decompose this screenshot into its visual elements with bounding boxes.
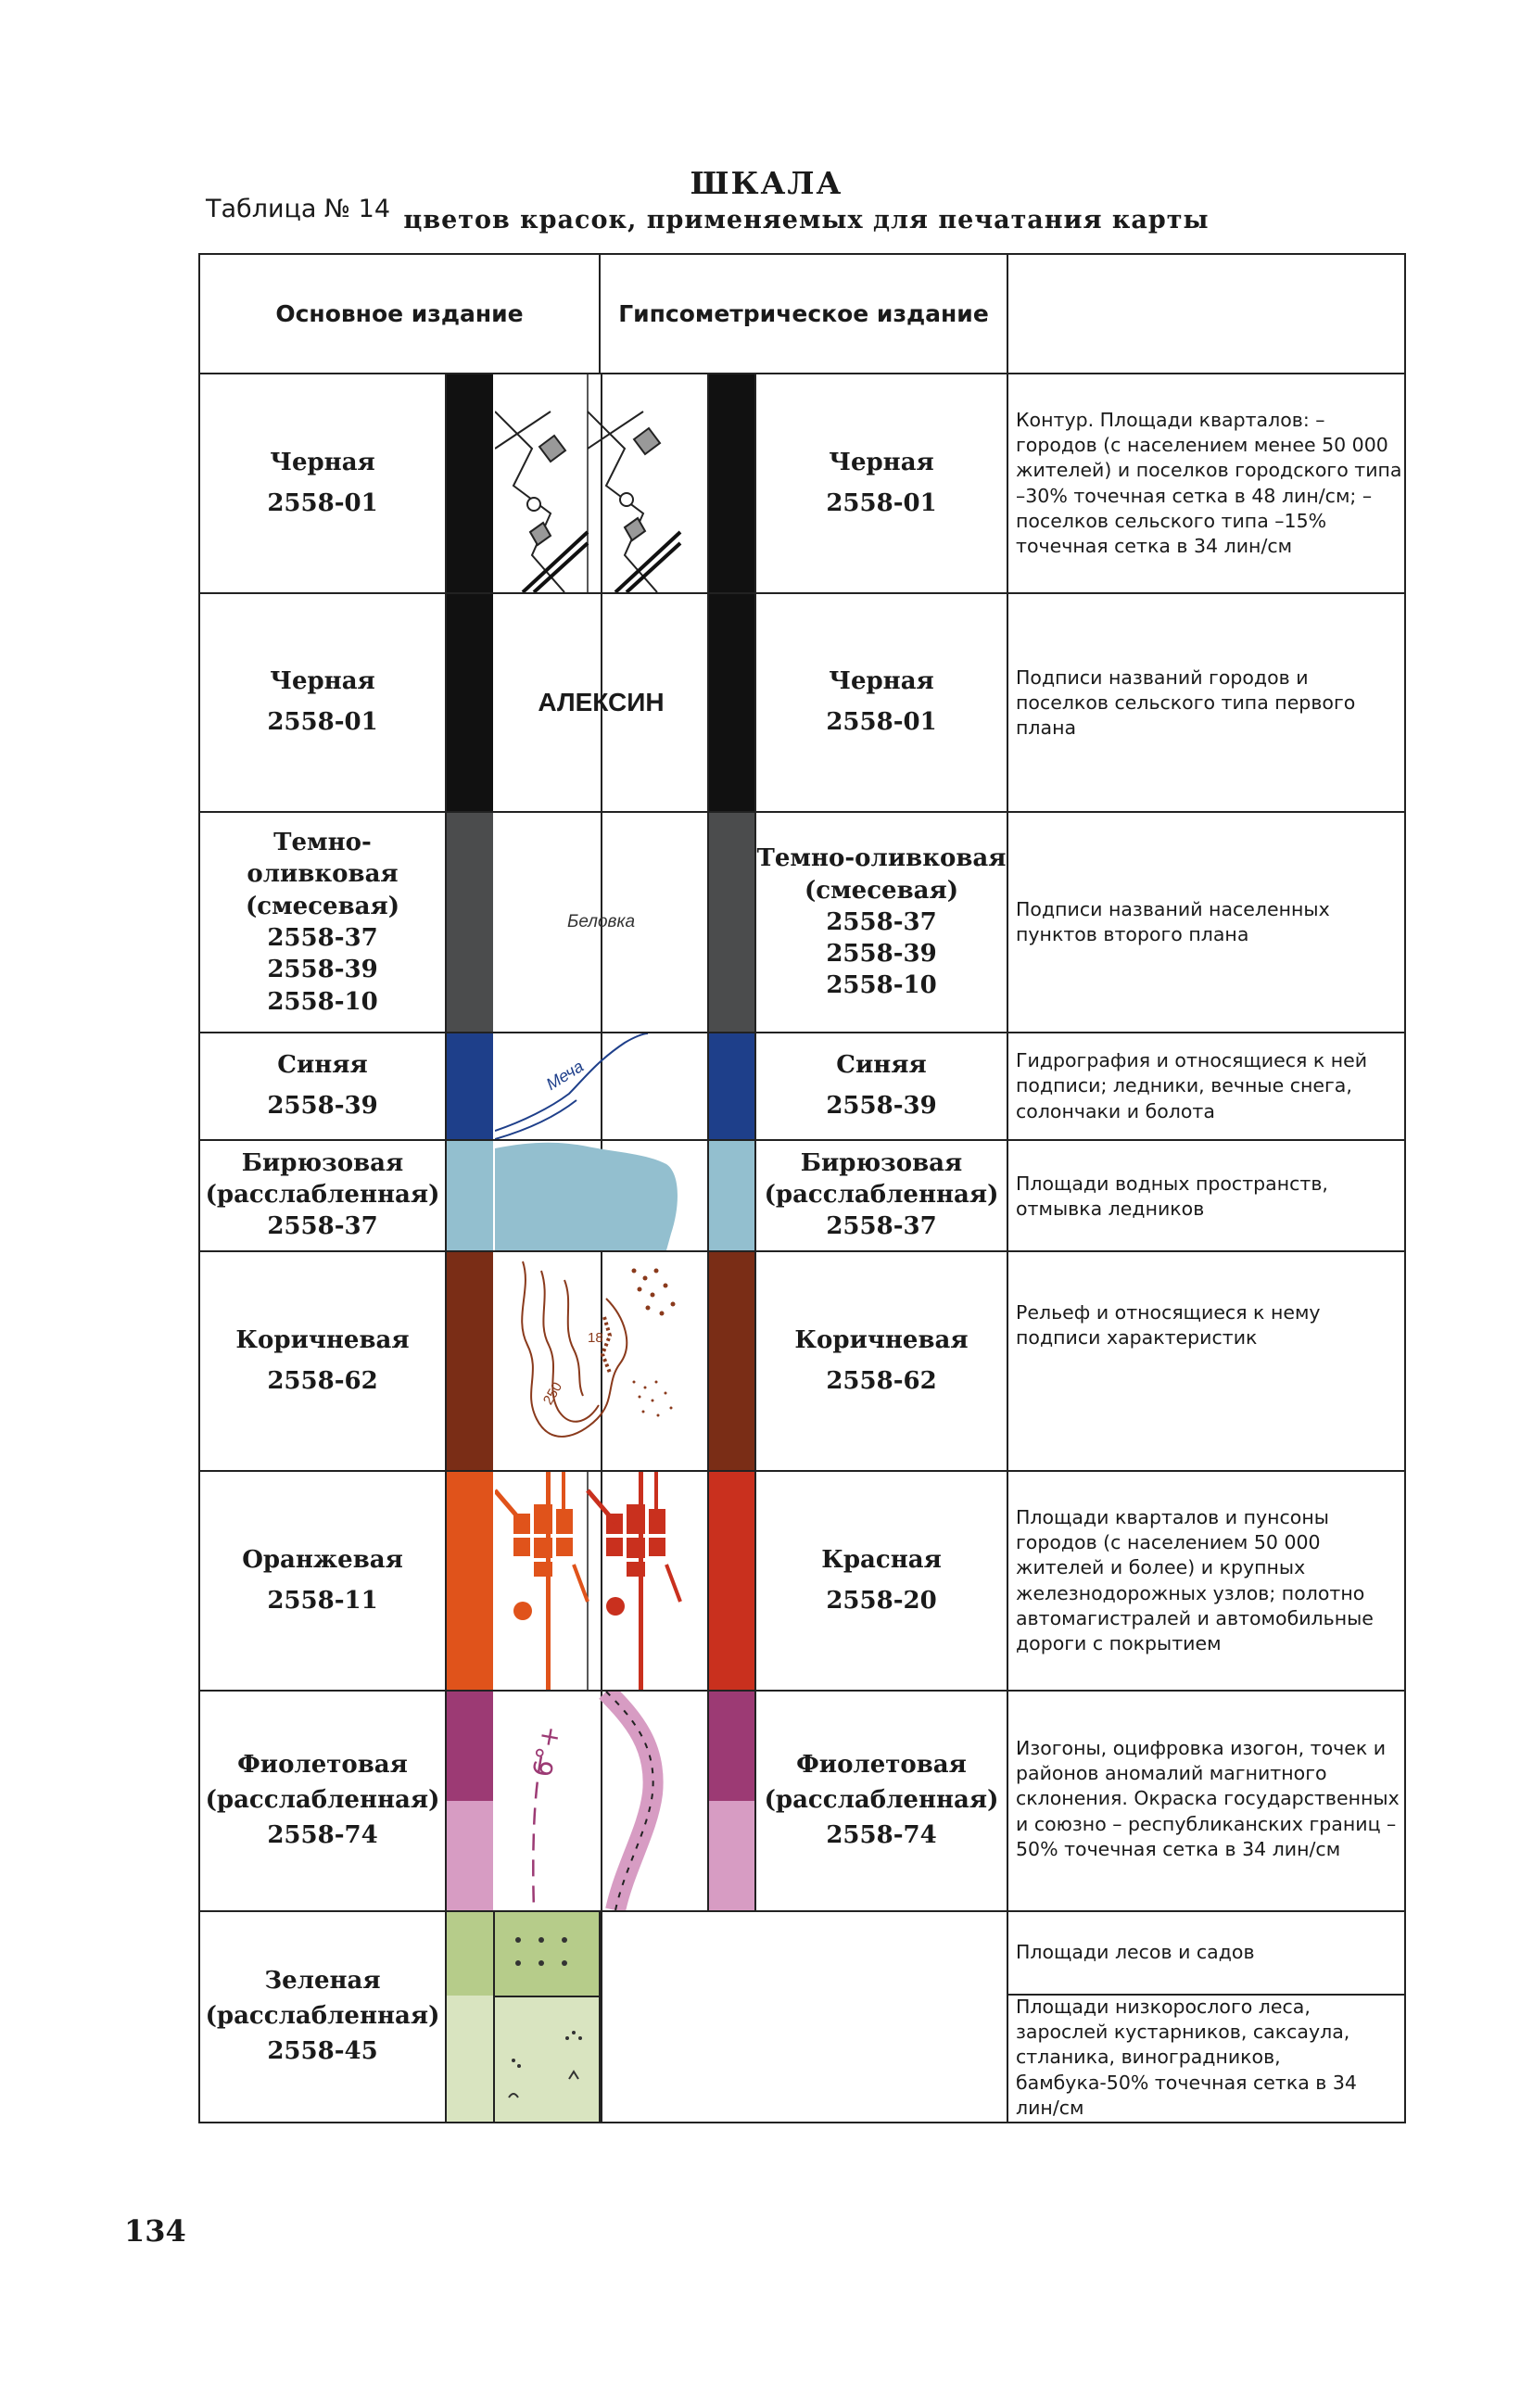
hypso-color-type: (расслабленная) xyxy=(764,1786,999,1815)
main-color-name: Зеленая xyxy=(264,1967,381,1996)
main-color-type: (расслабленная) xyxy=(205,1786,440,1815)
hypso-color-type: (смесевая) xyxy=(804,876,959,905)
column-header-hypsometric: Гипсометрическое издание xyxy=(618,300,989,327)
main-color-name: Темно-оливковая xyxy=(247,829,399,889)
main-color-code: 2558-10 xyxy=(267,987,378,1016)
main-color-code: 2558-37 xyxy=(267,1211,378,1240)
main-color-type: (смесевая) xyxy=(245,892,400,920)
sample-river-label: Меча xyxy=(542,1057,588,1095)
main-color-code: 2558-37 xyxy=(267,924,378,952)
color-swatch-hypso xyxy=(709,1692,754,1801)
main-color-dark-olive xyxy=(200,813,445,1032)
main-color-black-1 xyxy=(200,374,445,592)
color-swatch-hypso xyxy=(709,1252,754,1470)
main-color-code: 2558-62 xyxy=(267,1366,378,1395)
main-color-name: Черная xyxy=(270,667,375,696)
description-blue: Гидрография и относящиеся к ней подписи; ледники, вечные снега, солончаки и болота xyxy=(1016,1049,1368,1122)
table-number: Таблица № 14 xyxy=(206,195,391,223)
hypso-color-code: 2558-62 xyxy=(826,1366,937,1395)
hypso-color-name: Черная xyxy=(829,667,934,696)
page-number: 134 xyxy=(124,2213,186,2249)
color-swatch-main xyxy=(447,1141,493,1250)
color-swatch-main xyxy=(447,1033,493,1139)
main-color-name: Синяя xyxy=(277,1051,368,1080)
color-swatch-main xyxy=(447,813,493,1032)
color-swatch-hypso-red xyxy=(709,1472,754,1690)
hypso-color-code: 2558-20 xyxy=(826,1586,937,1615)
color-swatch-main-orange xyxy=(447,1472,493,1690)
hypso-color-name: Бирюзовая xyxy=(800,1149,963,1178)
hypso-color-dark-olive xyxy=(756,813,1007,1032)
color-swatch-main-light xyxy=(447,1996,493,2122)
color-swatch-hypso xyxy=(709,1033,754,1139)
main-color-orange xyxy=(200,1472,445,1690)
main-color-name: Коричневая xyxy=(235,1325,410,1354)
hypso-color-code: 2558-74 xyxy=(826,1820,937,1849)
main-color-violet xyxy=(200,1692,445,1910)
page-subtitle: цветов красок, применяемых для печатания карты xyxy=(403,206,1210,234)
main-color-black-2 xyxy=(200,594,445,811)
hypso-color-name: Коричневая xyxy=(794,1325,969,1354)
main-color-blue xyxy=(200,1033,445,1139)
color-swatch-main-light xyxy=(447,1801,493,1910)
hypso-color-blue xyxy=(756,1033,1007,1139)
sample-relief xyxy=(495,1252,707,1470)
hypso-color-black-1 xyxy=(756,374,1007,592)
color-swatch-main xyxy=(447,1692,493,1801)
main-color-code: 2558-39 xyxy=(267,1092,378,1120)
color-swatch-hypso-light xyxy=(709,1801,754,1910)
main-color-turquoise xyxy=(200,1141,445,1250)
sample-water-area xyxy=(495,1141,707,1250)
sample-isogon-border xyxy=(495,1692,707,1910)
description-green-shrubs: Площади низкорослого леса, зарослей кустарников, саксаула, стланика, виноградников, бамбука-50% точечная сетка в 34 лин/см xyxy=(1016,1995,1357,2119)
main-color-code: 2558-74 xyxy=(267,1820,378,1849)
color-swatch-main xyxy=(447,594,493,811)
main-color-name: Черная xyxy=(270,448,375,476)
main-color-brown xyxy=(200,1252,445,1470)
color-swatch-hypso xyxy=(709,594,754,811)
sample-isogon-label: 6°+ xyxy=(526,1723,566,1780)
hypso-color-name: Черная xyxy=(829,448,934,476)
description-black-contour: Контур. Площади кварталов: –городов (с населением менее 50 000 жителей) и поселков городского типа –30% точечная сетка в 48 лин/см; –поселков сельского типа –15% точечная сетка в 34 лин/см xyxy=(1016,408,1402,557)
description-dark-olive: Подписи названий населенных пунктов второго плана xyxy=(1016,897,1330,945)
hypso-color-code: 2558-10 xyxy=(826,971,937,1000)
sample-relief-label-2: 250 xyxy=(539,1379,566,1408)
sample-contour-map xyxy=(495,374,707,592)
description-turquoise: Площади водных пространств, отмывка ледников xyxy=(1016,1172,1328,1220)
description-violet: Изогоны, оцифровка изогон, точек и районов аномалий магнитного склонения. Окраска государственных и союзно – республиканских границ – 50% точечная сетка в 34 лин/см xyxy=(1016,1736,1400,1860)
main-color-code: 2558-01 xyxy=(267,708,378,736)
sample-vegetation xyxy=(495,1912,599,2122)
hypso-color-name: Синяя xyxy=(836,1051,927,1080)
hypso-color-code: 2558-37 xyxy=(826,1211,937,1240)
color-swatch-hypso xyxy=(709,374,754,592)
hypso-color-code: 2558-01 xyxy=(826,488,937,517)
main-color-name: Бирюзовая xyxy=(241,1149,404,1178)
hypso-color-brown xyxy=(756,1252,1007,1470)
column-header-main: Основное издание xyxy=(275,300,524,327)
hypso-color-violet xyxy=(756,1692,1007,1910)
hypso-color-type: (расслабленная) xyxy=(764,1181,999,1210)
hypso-color-red xyxy=(756,1472,1007,1690)
color-scale-table xyxy=(198,253,1406,2123)
description-green-forest: Площади лесов и садов xyxy=(1016,1941,1255,1964)
color-swatch-main xyxy=(447,374,493,592)
sample-relief-label-1: 18 xyxy=(588,1330,603,1346)
color-swatch-main xyxy=(447,1912,493,1996)
hypso-color-code: 2558-01 xyxy=(826,708,937,736)
hypso-color-name: Темно-оливковая xyxy=(756,844,1007,873)
page-title: ШКАЛА xyxy=(690,165,843,201)
sample-river xyxy=(495,1033,707,1139)
sample-city-label: АЛЕКСИН xyxy=(538,688,665,716)
main-color-type: (расслабленная) xyxy=(205,2002,440,2031)
hypso-color-code: 2558-37 xyxy=(826,907,937,936)
main-color-name: Оранжевая xyxy=(242,1545,403,1574)
main-color-name: Фиолетовая xyxy=(237,1751,408,1780)
description-brown: Рельеф и относящиеся к нему подписи характеристик xyxy=(1016,1300,1321,1349)
hypso-color-code: 2558-39 xyxy=(826,940,937,969)
hypso-color-name: Красная xyxy=(821,1545,942,1574)
main-color-code: 2558-01 xyxy=(267,488,378,517)
color-swatch-main xyxy=(447,1252,493,1470)
main-color-code: 2558-45 xyxy=(267,2036,378,2065)
description-orange-red: Площади кварталов и пунсоны городов (с населением 50 000 жителей и более) и крупных железнодорожных узлов; полотно автомагистралей и автомобильные дороги с покрытием xyxy=(1016,1505,1374,1654)
description-black-names: Подписи названий городов и поселков сельского типа первого плана xyxy=(1016,665,1356,740)
main-color-code: 2558-11 xyxy=(267,1586,378,1615)
sample-city-blocks xyxy=(495,1472,707,1690)
color-swatch-hypso xyxy=(709,813,754,1032)
hypso-color-turquoise xyxy=(756,1141,1007,1250)
color-swatch-hypso xyxy=(709,1141,754,1250)
main-color-green xyxy=(200,1912,445,2122)
hypso-color-name: Фиолетовая xyxy=(796,1751,967,1780)
sample-village-label: Беловка xyxy=(566,912,636,932)
hypso-color-code: 2558-39 xyxy=(826,1092,937,1120)
hypso-color-black-2 xyxy=(756,594,1007,811)
main-color-code: 2558-39 xyxy=(267,956,378,984)
main-color-type: (расслабленная) xyxy=(205,1181,440,1210)
